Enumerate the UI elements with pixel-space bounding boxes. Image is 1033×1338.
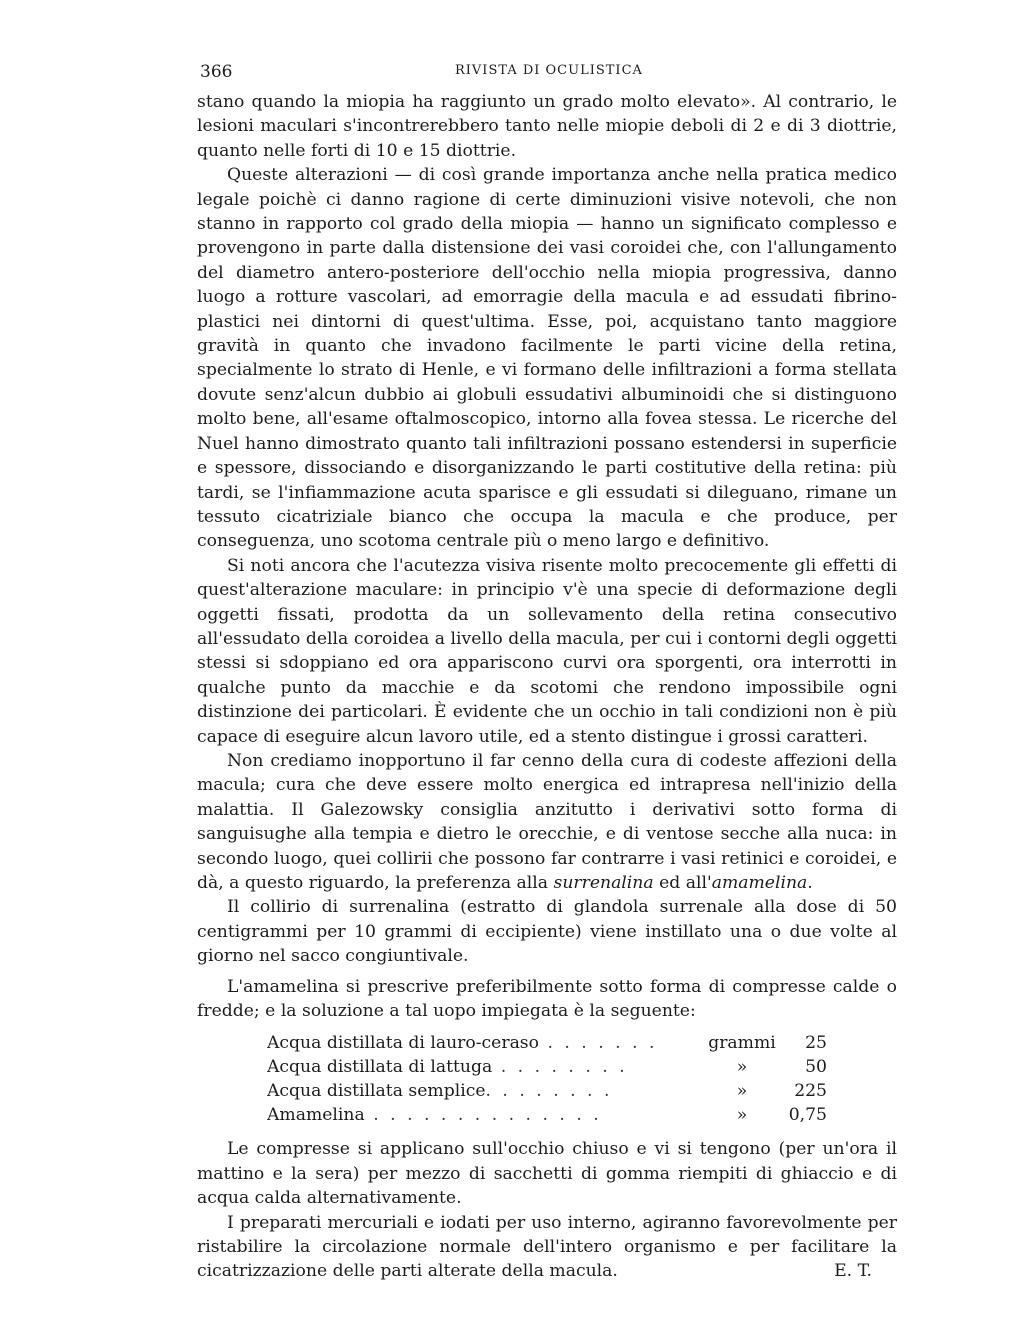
- paragraph-4-text-a: Non crediamo inopportuno il far cenno della cura di codeste affezioni della macula; cura che deve essere molto energica ed intrapresa nell'inizio della malattia. Il Galezowsky consiglia anzitutto i derivativi sotto forma di sanguisughe alla tempia e dietro le orecchie, e di ventose secche alla nuca: in secondo luogo, quei collirii che possono far contrarre i vasi retinici e coroidei, e dà, a questo riguardo, la preferenza alla: [197, 750, 897, 893]
- recipe-row: [267, 1103, 827, 1127]
- recipe-quantity: 0,75: [788, 1105, 827, 1126]
- running-head: RIVISTA DI OCULISTICA: [455, 63, 643, 78]
- recipe-unit: »: [736, 1057, 748, 1078]
- author-signature: E. T.: [834, 1261, 872, 1282]
- paragraph-1: stano quando la miopia ha raggiunto un grado molto elevato». Al contrario, le lesioni maculari s'incontrerebbero tanto nelle miopie deboli di 2 e di 3 diottrie, quanto nelle forti di 10 e 15 diottrie.: [197, 92, 897, 161]
- recipe-row: [267, 1055, 827, 1079]
- recipe-ingredient: [267, 1079, 707, 1103]
- recipe-unit: »: [736, 1105, 748, 1126]
- paragraph-4-text-b: ed all': [653, 873, 712, 893]
- recipe-unit: »: [736, 1081, 748, 1102]
- recipe-row: [267, 1031, 827, 1055]
- paragraph-8-text: I preparati mercuriali e iodati per uso interno, agiranno favorevolmente per ristabilire la circolazione normale dell'intero organismo e per facilitare la cicatrizzazione delle parti alterate della macula.: [197, 1212, 897, 1282]
- paragraph-4-text-c: .: [807, 873, 813, 893]
- recipe-quantity: 225: [794, 1081, 827, 1102]
- recipe-leader-dots: . . . . . . .: [538, 1033, 658, 1054]
- recipe-quantity: 50: [805, 1057, 827, 1078]
- paragraph-2: Queste alterazioni — di così grande importanza anche nella pratica medico legale poichè ci danno ragione di certe diminuzioni visive notevoli, che non stanno in rapporto col grado della miopia — hanno un significato complesso e provengono in parte dalla distensione dei vasi coroidei che, con l'allungamento del diametro antero-posteriore dell'occhio nella miopia progressiva, danno luogo a rotture vascolari, ad emorragie della macula e ad essudati fibrino-plastici nei dintorni di quest'ultima. Esse, poi, acquistano tanto maggiore gravità in quanto che invadono facilmente le parti vicine della retina, specialmente lo strato di Henle, e vi formano delle infiltrazioni a forma stellata dovute senz'alcun dubbio ai globuli essudativi albuminoidi che si distinguono molto bene, all'esame oftalmoscopico, intorno alla fovea stessa. Le ricerche del Nuel hanno dimostrato quanto tali infiltrazioni possano estendersi in superficie e spessore, dissociando e disorganizzando le parti costitutive della retina: più tardi, se l'infiammazione acuta sparisce e gli essudati si dileguano, rimane un tessuto cicatriziale bianco che occupa la macula e che produce, per conseguenza, uno scotoma centrale più o meno largo e definitivo.: [197, 165, 897, 552]
- recipe-leader-dots: . . . . . . . .: [485, 1081, 613, 1102]
- recipe-leader-dots: . . . . . . . .: [492, 1057, 628, 1078]
- recipe-ingredient: [267, 1055, 707, 1079]
- recipe-ingredient: [267, 1031, 707, 1055]
- paragraph-8: [197, 1211, 897, 1284]
- page-number: 366: [200, 62, 233, 82]
- recipe-table: [267, 1031, 827, 1127]
- term-surrenalina: surrenalina: [553, 873, 654, 893]
- recipe-quantity: 25: [805, 1033, 827, 1054]
- article-body: [197, 90, 897, 1284]
- recipe-unit: grammi: [708, 1033, 776, 1054]
- paragraph-3: Si noti ancora che l'acutezza visiva risente molto precocemente gli effetti di quest'alterazione maculare: in principio v'è una specie di deformazione degli oggetti fissati, prodotta da un sollevamento della retina consecutivo all'essudato della coroidea a livello della macula, per cui i contorni degli oggetti stessi si sdoppiano ed ora appariscono curvi ora sporgenti, ora interrotti in qualche punto da macchie e da scotomi che rendono impossibile ogni distinzione dei particolari. È evidente che un occhio in tali condizioni non è più capace di eseguire alcun lavoro utile, ed a stento distingue i grossi caratteri.: [197, 555, 897, 747]
- recipe-leader-dots: . . . . . . . . . . . . . .: [364, 1105, 602, 1126]
- recipe-ingredient-name: Amamelina: [267, 1105, 365, 1126]
- recipe-ingredient-name: Acqua distillata semplice: [267, 1081, 486, 1102]
- term-amamelina: amamelina: [711, 873, 808, 893]
- recipe-ingredient-name: Acqua distillata di lattuga: [267, 1057, 493, 1078]
- paragraph-4: [197, 749, 897, 895]
- paragraph-6: L'amamelina si prescrive preferibilmente sotto forma di compresse calde o fredde; e la soluzione a tal uopo impiegata è la seguente:: [197, 976, 897, 1022]
- paragraph-7: Le compresse si applicano sull'occhio chiuso e vi si tengono (per un'ora il mattino e la sera) per mezzo di sacchetti di gomma riempiti di ghiaccio e di acqua calda alternativamente.: [197, 1139, 897, 1209]
- recipe-ingredient-name: Acqua distillata di lauro-ceraso: [267, 1033, 539, 1054]
- paragraph-5: Il collirio di surrenalina (estratto di glandola surrenale alla dose di 50 centigrammi per 10 grammi di eccipiente) viene instillato una o due volte al giorno nel sacco congiuntivale.: [197, 897, 897, 967]
- recipe-row: [267, 1079, 827, 1103]
- recipe-ingredient: [267, 1103, 707, 1127]
